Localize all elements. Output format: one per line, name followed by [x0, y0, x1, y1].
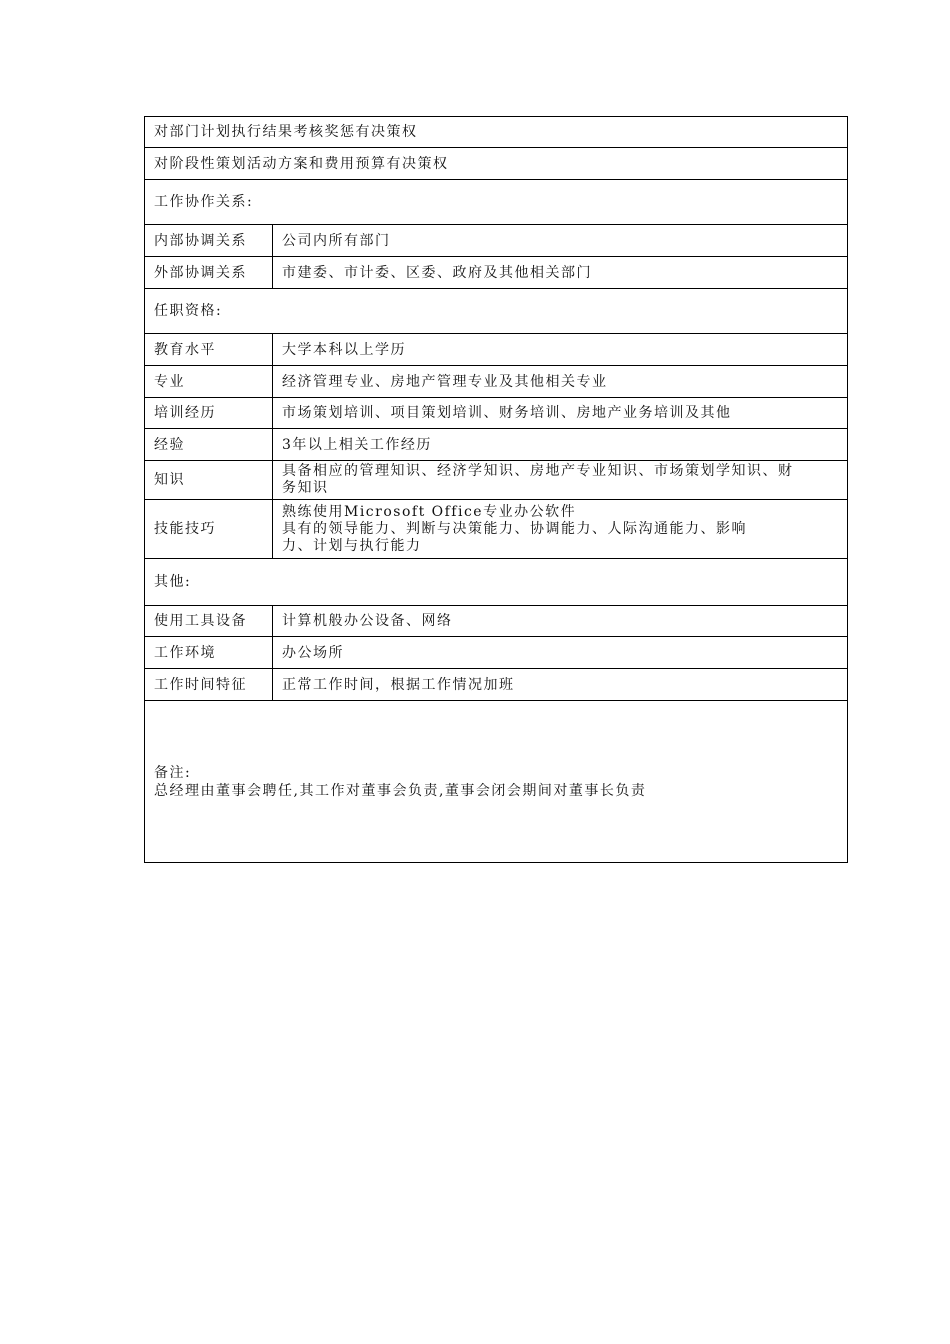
skills-value [273, 500, 848, 559]
table-row [145, 429, 848, 461]
table-row [145, 334, 848, 366]
table-row [145, 225, 848, 257]
external-coordination-value: 市建委、市计委、区委、政府及其他相关部门 [273, 257, 848, 289]
tools-value: 计算机般办公设备、网络 [273, 606, 848, 637]
skills-line: 具有的领导能力、判断与决策能力、协调能力、人际沟通能力、影响 [282, 520, 747, 537]
notes-text: 总经理由董事会聘任,其工作对董事会负责,董事会闭会期间对董事长负责 [154, 783, 647, 799]
table-row [145, 117, 848, 148]
skills-line: 熟练使用Microsoft Office专业办公软件 [282, 503, 577, 520]
table-row [145, 500, 848, 559]
external-coordination-label: 外部协调关系 [145, 257, 273, 289]
section-header-row [145, 289, 848, 334]
knowledge-label: 知识 [145, 461, 273, 500]
training-label: 培训经历 [145, 398, 273, 429]
table-row [145, 669, 848, 701]
job-description-table [144, 116, 848, 863]
table-row [145, 461, 848, 500]
section-heading-cooperation: 工作协作关系: [145, 180, 848, 225]
tools-label: 使用工具设备 [145, 606, 273, 637]
section-heading-other: 其他: [145, 559, 848, 606]
authority-item-2: 对阶段性策划活动方案和费用预算有决策权 [145, 148, 848, 180]
knowledge-line: 务知识 [282, 480, 329, 496]
table-row [145, 398, 848, 429]
education-value: 大学本科以上学历 [273, 334, 848, 366]
section-heading-qualifications: 任职资格: [145, 289, 848, 334]
major-label: 专业 [145, 366, 273, 398]
internal-coordination-label: 内部协调关系 [145, 225, 273, 257]
training-value: 市场策划培训、项目策划培训、财务培训、房地产业务培训及其他 [273, 398, 848, 429]
table-row [145, 606, 848, 637]
skills-label: 技能技巧 [145, 500, 273, 559]
section-header-row [145, 559, 848, 606]
knowledge-value [273, 461, 848, 500]
notes-row [145, 701, 848, 863]
major-value: 经济管理专业、房地产管理专业及其他相关专业 [273, 366, 848, 398]
table-row [145, 148, 848, 180]
section-header-row [145, 180, 848, 225]
experience-value: 3年以上相关工作经历 [273, 429, 848, 461]
experience-label: 经验 [145, 429, 273, 461]
table-row [145, 366, 848, 398]
authority-item-1: 对部门计划执行结果考核奖惩有决策权 [145, 117, 848, 148]
internal-coordination-value: 公司内所有部门 [273, 225, 848, 257]
environment-label: 工作环境 [145, 637, 273, 669]
skills-line: 力、计划与执行能力 [282, 537, 422, 554]
table-row [145, 637, 848, 669]
notes-cell [145, 701, 848, 863]
work-time-value: 正常工作时间，根据工作情况加班 [273, 669, 848, 701]
education-label: 教育水平 [145, 334, 273, 366]
knowledge-line: 具备相应的管理知识、经济学知识、房地产专业知识、市场策划学知识、财 [282, 463, 794, 479]
work-time-label: 工作时间特征 [145, 669, 273, 701]
notes-label: 备注: [154, 765, 192, 781]
environment-value: 办公场所 [273, 637, 848, 669]
table-row [145, 257, 848, 289]
